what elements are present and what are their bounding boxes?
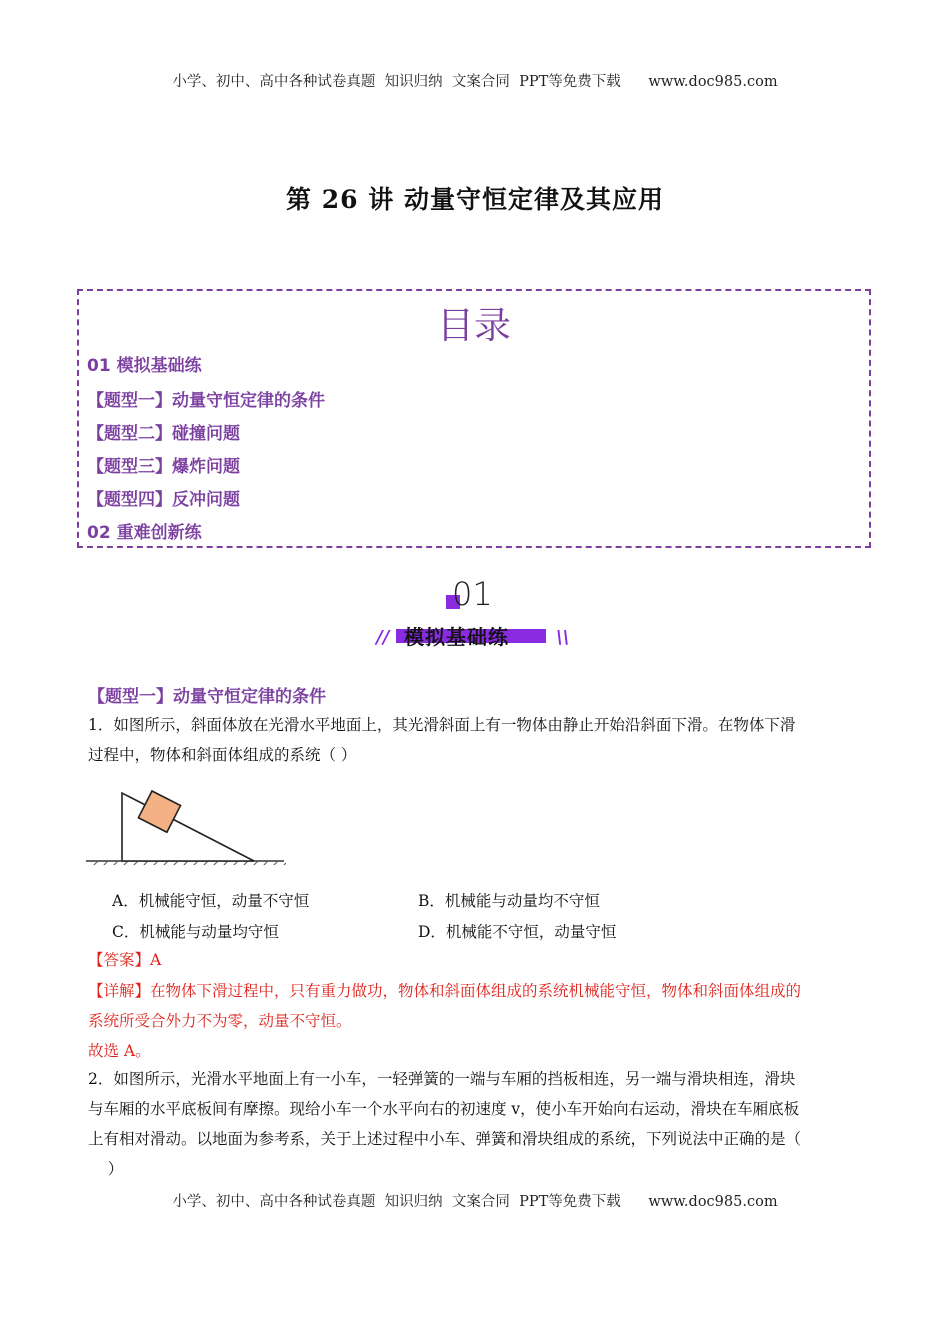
section-title: 【题型一】动量守恒定律的条件	[88, 687, 326, 707]
badge-number: 01	[452, 575, 493, 613]
q2-line: 与车厢的水平底板间有摩擦。现给小车一个水平向右的初速度 v，使小车开始向右运动，滑块在车厢底板	[88, 1100, 800, 1118]
q2-line: ）	[88, 1160, 124, 1178]
toc-heading: 目录	[437, 304, 511, 347]
header-site: www.doc985.com	[648, 74, 778, 90]
incline-block	[122, 793, 254, 861]
q1-detail-line: 【详解】在物体下滑过程中，只有重力做功，物体和斜面体组成的系统机械能守恒，物体和斜面体组成的	[88, 982, 802, 1000]
q1-option-c: C．机械能与动量均守恒	[112, 923, 279, 941]
page-header	[0, 70, 950, 91]
toc-box	[77, 289, 871, 548]
q1-option-a: A．机械能守恒，动量不守恒	[112, 892, 310, 910]
q1-detail-line: 系统所受合外力不为零，动量不守恒。	[88, 1012, 352, 1030]
q2-text	[88, 1064, 863, 1184]
page-footer	[0, 1190, 950, 1211]
page-title: 第 26 讲 动量守恒定律及其应用	[286, 185, 664, 214]
q1-line: 1．如图所示，斜面体放在光滑水平地面上，其光滑斜面上有一物体由静止开始沿斜面下滑。在物体下滑	[88, 716, 796, 734]
q1-detail	[88, 976, 863, 1036]
section-badge	[370, 577, 580, 657]
q1-option-d: D．机械能不守恒，动量守恒	[418, 923, 617, 941]
q1-line: 过程中，物体和斜面体组成的系统（ ）	[88, 746, 357, 764]
badge-label: 模拟基础练	[404, 625, 509, 649]
q1-text	[88, 710, 863, 770]
incline-diagram	[86, 773, 286, 865]
toc-item: 【题型一】动量守恒定律的条件	[87, 391, 325, 411]
q1-choice: 故选 A。	[88, 1042, 151, 1060]
toc-item: 02 重难创新练	[87, 523, 202, 543]
q1-answer: 【答案】A	[88, 951, 162, 969]
toc-item: 【题型二】碰撞问题	[87, 424, 240, 444]
toc-item: 01 模拟基础练	[87, 356, 202, 376]
header-text: 小学、初中、高中各种试卷真题 知识归纳 文案合同 PPT等免费下载	[172, 74, 621, 90]
q2-line: 2．如图所示，光滑水平地面上有一小车，一轻弹簧的一端与车厢的挡板相连，另一端与滑块相连，滑块	[88, 1070, 796, 1088]
badge-slash-left: //	[376, 627, 390, 648]
badge-slash-right: \\	[556, 627, 570, 648]
q2-line: 上有相对滑动。以地面为参考系，关于上述过程中小车、弹簧和滑块组成的系统，下列说法中正确的是（	[88, 1130, 802, 1148]
toc-item: 【题型三】爆炸问题	[87, 457, 240, 477]
footer-site: www.doc985.com	[648, 1194, 778, 1210]
footer-text: 小学、初中、高中各种试卷真题 知识归纳 文案合同 PPT等免费下载	[172, 1194, 621, 1210]
toc-item: 【题型四】反冲问题	[87, 490, 240, 510]
q1-option-b: B．机械能与动量均不守恒	[418, 892, 600, 910]
